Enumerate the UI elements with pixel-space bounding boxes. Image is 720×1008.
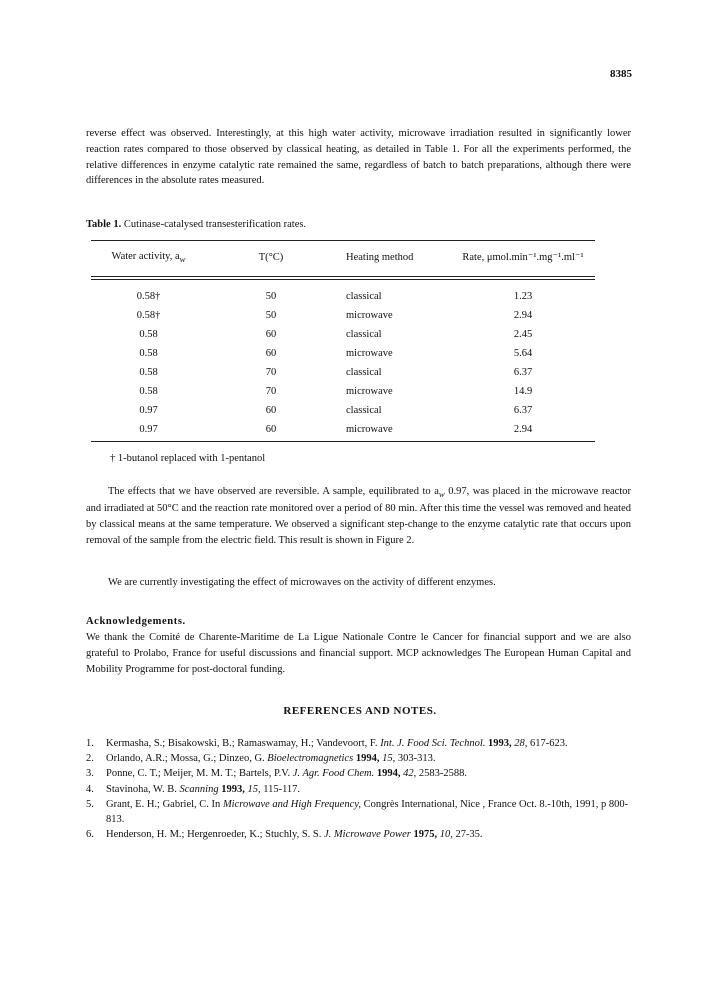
table-row: 0.58 60 classical 2.45 — [139, 328, 533, 340]
page-number: 8385 — [610, 68, 632, 80]
header-heating-method: Heating method — [346, 251, 414, 263]
header-rate: Rate, μmol.min⁻¹.mg⁻¹.ml⁻¹ — [462, 251, 584, 263]
acknowledgements-title: Acknowledgements. — [86, 616, 186, 627]
table-caption-text: Cutinase-catalysed transesterification rates. — [123, 219, 307, 230]
reference-item: 2. Orlando, A.R.; Mossa, G.; Dinzeo, G. Bioelectromagnetics 1994, 15, 303-313. — [86, 753, 436, 765]
reference-item: 4. Stavinoha, W. B. Scanning 1993, 15, 115-117. — [86, 783, 301, 795]
reference-item: 5. Grant, E. H.; Gabriel, C. In Microwave and High Frequency, Congrès International, Nice , France Oct. 8.-10th, 1991, p 800-813. — [86, 798, 629, 826]
table-row: 0.97 60 microwave 2.94 — [139, 423, 533, 435]
table-caption — [86, 217, 306, 233]
header-water-activity: Water activity, $a_w$ — [111, 250, 186, 264]
reference-item: 1. Kermasha, S.; Bisakowski, B.; Ramaswamay, H.; Vandevoort, F. Int. J. Food Sci. Technol. 1993, 28, 617-623. — [86, 738, 568, 749]
table-footnote: † 1-butanol replaced with 1-pentanol — [110, 453, 266, 464]
table-row: 0.58 70 microwave 14.9 — [139, 385, 533, 397]
references-heading: REFERENCES AND NOTES. — [283, 705, 437, 717]
table-label: Table 1. — [86, 219, 122, 230]
table-row: 0.58 60 microwave 5.64 — [139, 347, 533, 359]
table-body — [91, 287, 595, 439]
table-row: 0.58† 50 microwave 2.94 — [136, 309, 533, 321]
results-paragraph: The effects that we have observed are reversible. A sample, equilibrated to $a_w$ 0.97, was placed in the microwave reactor and irradiated at 50°C and the reaction rate monitored over a period of 80 min. After this time the vessel was removed and heated by classical means at the same temperature. We observed a significant step-change to the enzyme catalytic rate that occurs upon removal of the sample from the electric field. This result is shown in Figure 2. — [86, 486, 631, 546]
header-temperature: T(°C) — [258, 251, 284, 263]
table-row: 0.58† 50 classical 1.23 — [136, 290, 533, 302]
table-bottom-rule — [91, 441, 595, 442]
outlook-paragraph: We are currently investigating the effect of microwaves on the activity of different enzymes. — [108, 577, 496, 588]
table-row: 0.97 60 classical 6.37 — [139, 404, 533, 416]
table-header-rule — [91, 276, 595, 280]
reference-item: 6. Henderson, H. M.; Hergenroeder, K.; Stuchly, S. S. J. Microwave Power 1975, 10, 27-35. — [86, 829, 483, 841]
table-top-rule — [91, 240, 595, 241]
reference-item: 3. Ponne, C. T.; Meijer, M. M. T.; Bartels, P.V. J. Agr. Food Chem. 1994, 42, 2583-2588. — [86, 768, 467, 780]
table-header — [91, 248, 595, 267]
table-row: 0.58 70 classical 6.37 — [139, 366, 533, 378]
references-list — [86, 736, 631, 843]
intro-paragraph: reverse effect was observed. Interestingly, at this high water activity, microwave irradiation resulted in significantly lower reaction rates compared to those observed by classical heating, as detailed in Table 1. For all the experiments performed, the relative differences in enzyme catalytic rate remained the same, regardless of batch to batch preparations, although there were differences in the absolute rates measured. — [86, 128, 631, 187]
acknowledgements-text: We thank the Comité de Charente-Maritime de La Ligue Nationale Contre le Cancer for financial support and we are also grateful to Prolabo, France for useful discussions and financial support. MCP acknowledges The European Human Capital and Mobility Programme for post-doctoral funding. — [86, 632, 631, 675]
